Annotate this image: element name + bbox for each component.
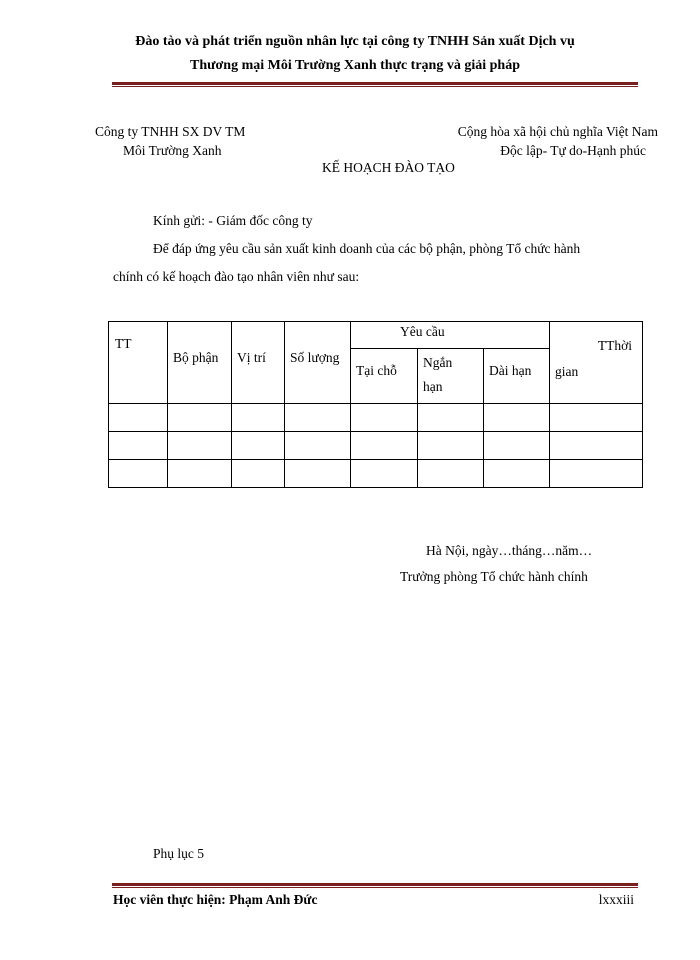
table-cell <box>232 404 285 432</box>
table-cell <box>285 432 351 460</box>
document-title: KẾ HOẠCH ĐÀO TẠO <box>322 160 455 175</box>
table-cell <box>550 404 643 432</box>
company-block <box>95 122 295 160</box>
footer-author: Học viên thực hiện: Phạm Anh Đức <box>113 892 318 907</box>
national-title: Cộng hòa xã hội chủ nghĩa Việt Nam <box>457 124 658 139</box>
header-short-term-label-2: hạn <box>423 379 443 394</box>
table-cell <box>285 460 351 488</box>
header-cell-short-term <box>418 349 484 404</box>
header-divider <box>112 82 638 87</box>
table-cell <box>351 460 418 488</box>
footer-page-number: lxxxiii <box>598 892 634 907</box>
header-requirement-label: Yêu cầu <box>400 324 445 339</box>
header-cell-long-term <box>484 349 550 404</box>
footer-divider <box>112 883 638 888</box>
table-cell <box>168 460 232 488</box>
header-line-2: Thương mại Môi Trường Xanh thực trạng và giải pháp <box>190 58 520 73</box>
body-line-2: chính có kế hoạch đào tạo nhân viên như sau: <box>113 269 360 284</box>
body-line-1: Để đáp ứng yêu cầu sản xuất kinh doanh của các bộ phận, phòng Tổ chức hành <box>153 241 581 256</box>
table-cell <box>418 432 484 460</box>
table-cell <box>550 460 643 488</box>
company-name-line-1: Công ty TNHH SX DV TM <box>95 124 246 139</box>
signer-title: Trưởng phòng Tổ chức hành chính <box>400 569 588 584</box>
header-cell-position <box>232 322 285 404</box>
table-cell <box>285 404 351 432</box>
table-cell <box>109 404 168 432</box>
header-department-label: Bộ phận <box>173 350 219 365</box>
table-cell <box>232 432 285 460</box>
header-short-term-label-1: Ngắn <box>423 355 453 370</box>
header-cell-quantity <box>285 322 351 404</box>
salutation: Kính gửi: - Giám đốc công ty <box>153 213 313 228</box>
table-cell <box>168 432 232 460</box>
table-cell <box>168 404 232 432</box>
national-motto: Độc lập- Tự do-Hạnh phúc <box>500 143 646 158</box>
table-cell <box>418 460 484 488</box>
header-cell-onsite <box>351 349 418 404</box>
header-position-label: Vị trí <box>237 350 266 365</box>
header-long-term-label: Dài hạn <box>489 363 532 378</box>
table-row <box>109 460 643 488</box>
table-cell <box>418 404 484 432</box>
header-cell-requirement <box>351 322 550 349</box>
header-time-label-2: gian <box>555 364 579 379</box>
appendix-label: Phụ lục 5 <box>153 846 205 861</box>
date-line: Hà Nội, ngày…tháng…năm… <box>426 543 593 558</box>
table-row <box>109 432 643 460</box>
company-name-line-2: Môi Trường Xanh <box>123 143 222 158</box>
header-quantity-label: Số lượng <box>290 350 340 365</box>
header-cell-tt <box>109 322 168 404</box>
header-cell-time <box>550 322 643 404</box>
header-onsite-label: Tại chỗ <box>356 363 397 378</box>
table-row <box>109 404 643 432</box>
national-motto-block <box>400 122 660 160</box>
training-plan-table <box>108 321 643 488</box>
header-line-1: Đào tào và phát triển nguồn nhân lực tại công ty TNHH Sản xuất Dịch vụ <box>135 34 575 49</box>
table-cell <box>550 432 643 460</box>
document-header <box>60 30 650 78</box>
header-cell-department <box>168 322 232 404</box>
header-time-label-1: TThời <box>597 338 632 353</box>
table-cell <box>109 460 168 488</box>
table-cell <box>484 432 550 460</box>
table-cell <box>484 404 550 432</box>
table-cell <box>351 432 418 460</box>
table-cell <box>351 404 418 432</box>
table-cell <box>109 432 168 460</box>
header-tt-label: TT <box>115 336 132 351</box>
table-cell <box>232 460 285 488</box>
table-cell <box>484 460 550 488</box>
